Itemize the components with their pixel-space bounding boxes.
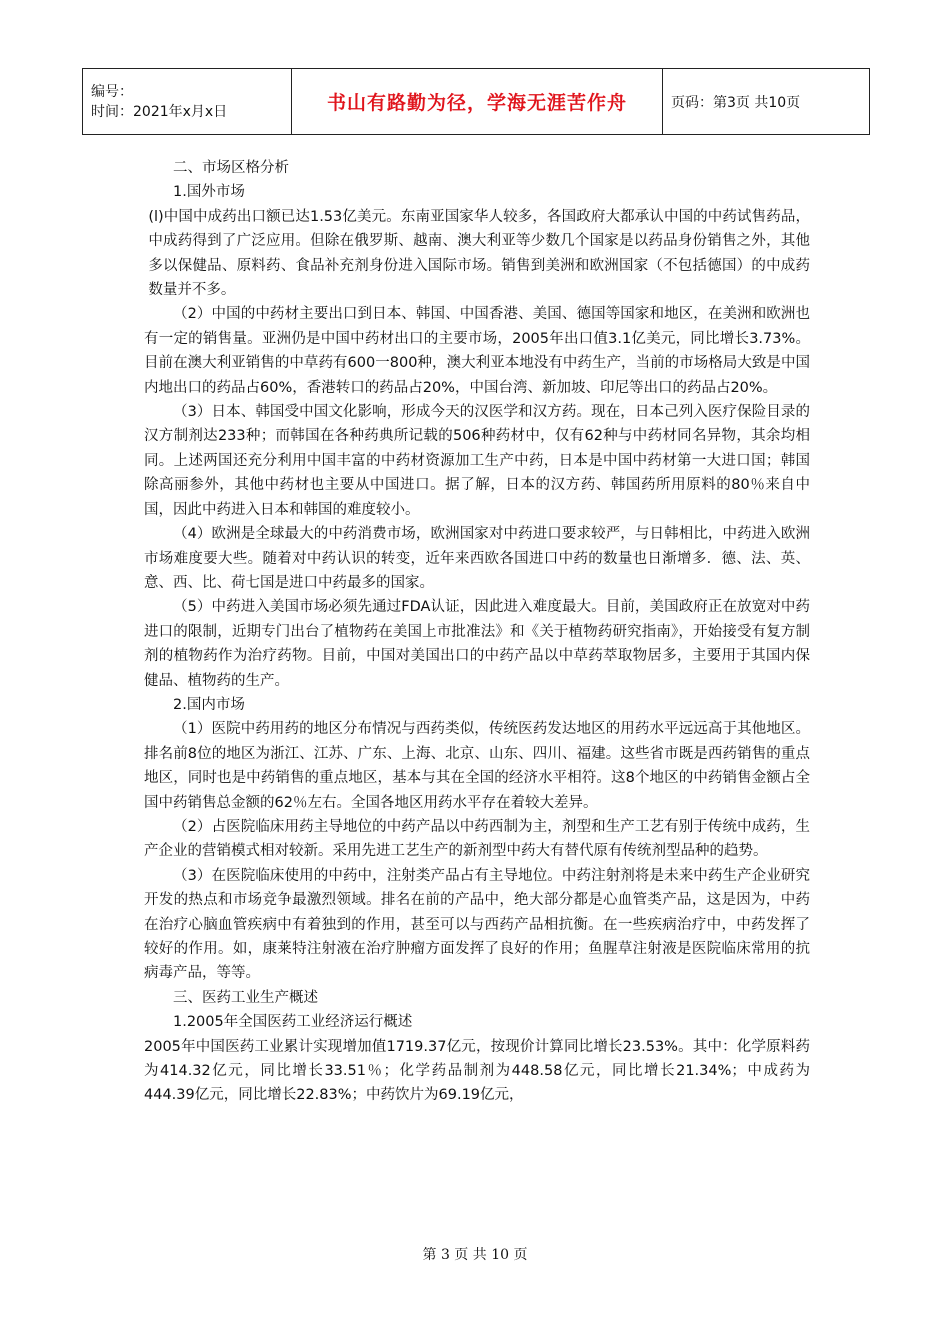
paragraph: （1）医院中药用药的地区分布情况与西药类似，传统医药发达地区的用药水平远远高于其他地区。排名前8位的地区为浙江、江苏、广东、上海、北京、山东、四川、福建。这些省市既是西药销售的重点地区，同时也是中药销售的重点地区，基本与其在全国的经济水平相符。这8个地区的中药销售金额占全国中药销售总金额的62％左右。全国各地区用药水平存在着较大差异。 (144, 721, 810, 811)
paragraph: （2）中国的中药材主要出口到日本、韩国、中国香港、美国、德国等国家和地区，在美洲和欧洲也有一定的销售量。亚洲仍是中国中药材出口的主要市场，2005年出口值3.1亿美元，同比增长3.73%。目前在澳大利亚销售的中草药有600一800种，澳大利亚本地没有中药生产，当前的市场格局大致是中国内地出口的药品占60%，香港转口的药品占20%，中国台湾、新加坡、印尼等出口的药品占20%。 (144, 306, 810, 396)
paragraph: （2）占医院临床用药主导地位的中药产品以中药西制为主，剂型和生产工艺有别于传统中成药，生产企业的营销模式相对较新。采用先进工艺生产的新剂型中药大有替代原有传统剂型品种的趋势。 (144, 818, 810, 860)
paragraph: 2005年中国医药工业累计实现增加值1719.37亿元，按现价计算同比增长23.53%。其中：化学原料药为414.32亿元，同比增长33.51％；化学药品制剂为448.58亿元，同比增长21.34%；中成药为444.39亿元，同比增长22.83%；中药饮片为69.19亿元， (144, 1038, 810, 1104)
paragraph: （5）中药进入美国市场必须先通过FDA认证，因此进入难度最大。目前，美国政府正在放宽对中药进口的限制，近期专门出台了植物药在美国上市批准法》和《关于植物药研究指南》，开始接受有复方制剂的植物药作为治疗药物。目前，中国对美国出口的中药产品以中草药萃取物居多，主要用于其国内保健品、植物药的生产。 (144, 599, 810, 689)
header-date: 时间：2021年x月x日 (91, 103, 228, 120)
header-page-number: 页码：第3页 共10页 (663, 69, 870, 135)
subsection-heading: 1.2005年全国医药工业经济运行概述 (173, 1014, 413, 1031)
document-body (144, 156, 810, 1108)
subsection-heading: 2.国内市场 (173, 696, 245, 713)
header-motto: 书山有路勤为径，学海无涯苦作舟 (292, 69, 663, 135)
paragraph: （4）欧洲是全球最大的中药消费市场，欧洲国家对中药进口要求较严，与日韩相比，中药进入欧洲市场难度要大些。随着对中药认识的转变，近年来西欧各国进口中药的数量也日渐增多．德、法、英、意、西、比、荷七国是进口中药最多的国家。 (144, 526, 810, 591)
paragraph: （3）在医院临床使用的中药中，注射类产品占有主导地位。中药注射剂将是未来中药生产企业研究开发的热点和市场竞争最激烈领域。排名在前的产品中，绝大部分都是心血管类产品，这是因为，中药在治疗心脑血管疾病中有着独到的作用，甚至可以与西药产品相抗衡。在一些疾病治疗中，中药发挥了较好的作用。如，康莱特注射液在治疗肿瘤方面发挥了良好的作用；鱼腥草注射液是医院临床常用的抗病毒产品，等等。 (144, 867, 810, 982)
section-heading: 三、医药工业生产概述 (173, 989, 318, 1006)
subsection-heading: 1.国外市场 (173, 184, 245, 201)
header-table (82, 68, 870, 135)
page-footer: 第 3 页 共 10 页 (422, 1247, 528, 1263)
section-heading: 二、市场区格分析 (173, 160, 289, 176)
paragraph: （3）日本、韩国受中国文化影响，形成今天的汉医学和汉方药。现在，日本己列入医疗保险目录的汉方制剂达233种；而韩国在各种药典所记载的506种药材中，仅有62种与中药材同名异物，其余均相同。上述两国还充分利用中国丰富的中药材资源加工生产中药，日本是中国中药材第一大进口国；韩国除高丽参外，其他中药材也主要从中国进口。据了解，日本的汉方药、韩国药所用原料的80％来自中国，因此中药进入日本和韩国的难度较小。 (144, 404, 810, 518)
paragraph: (l)中国中成药出口额已达1.53亿美元。东南亚国家华人较多，各国政府大都承认中国的中药试售药品，中成药得到了广泛应用。但除在俄罗斯、越南、澳大利亚等少数几个国家是以药品身份销售之外，其他多以保健品、原料药、食品补充剂身份进入国际市场。销售到美洲和欧洲国家（不包括德国）的中成药数量并不多。 (148, 208, 810, 299)
header-code: 编号： (91, 83, 133, 100)
header-meta-cell (83, 69, 292, 135)
